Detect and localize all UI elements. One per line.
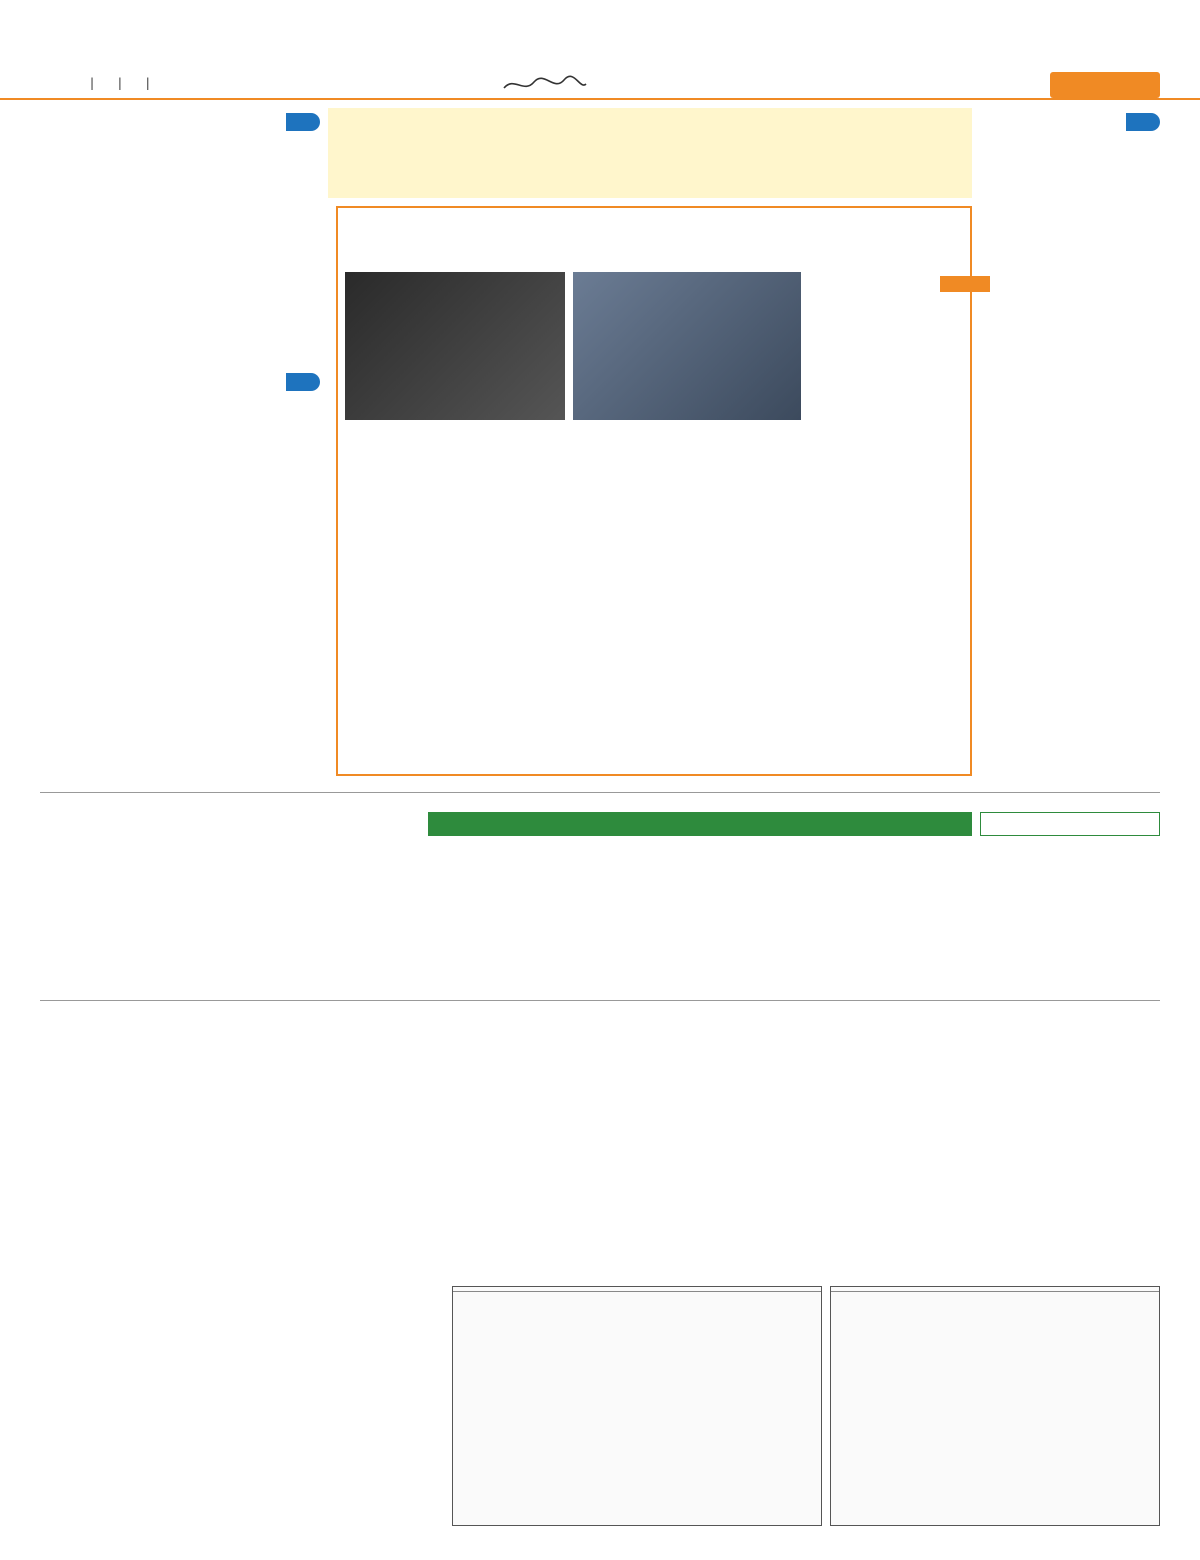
photo-official	[573, 272, 801, 420]
date-line: | | |	[90, 76, 150, 90]
special-body	[40, 160, 320, 360]
notice-mid	[452, 1286, 822, 1526]
masthead	[0, 70, 1200, 100]
notice-mid-footer	[453, 1296, 821, 1302]
section-logo	[1050, 72, 1160, 98]
derby-strip-title	[428, 812, 972, 836]
signature-graphic	[500, 74, 590, 96]
main-col-2	[652, 428, 802, 768]
divider	[40, 792, 1160, 793]
volleyball-body	[340, 118, 810, 190]
report-body	[985, 180, 1160, 780]
main-col-4	[345, 428, 485, 768]
notice-large-footer	[831, 1302, 1159, 1308]
jahanbakhsh-body	[40, 834, 420, 930]
swoosh-icon	[286, 373, 320, 391]
derby-body	[980, 842, 1160, 1022]
news-tag	[40, 368, 320, 394]
divider	[40, 1000, 1160, 1001]
special-tag	[40, 108, 320, 134]
byline-badge	[940, 276, 990, 292]
notice-large	[830, 1286, 1160, 1526]
swoosh-icon	[286, 113, 320, 131]
main-col-1	[842, 296, 1000, 766]
volleyball-box	[328, 108, 972, 198]
photo-weightlifter	[345, 272, 565, 420]
report-tag	[985, 108, 1160, 134]
news-body-2	[40, 570, 320, 776]
swoosh-icon	[1126, 113, 1160, 131]
main-col-3	[492, 428, 642, 768]
derby-headline	[980, 812, 1160, 836]
news-body-1	[40, 422, 320, 542]
